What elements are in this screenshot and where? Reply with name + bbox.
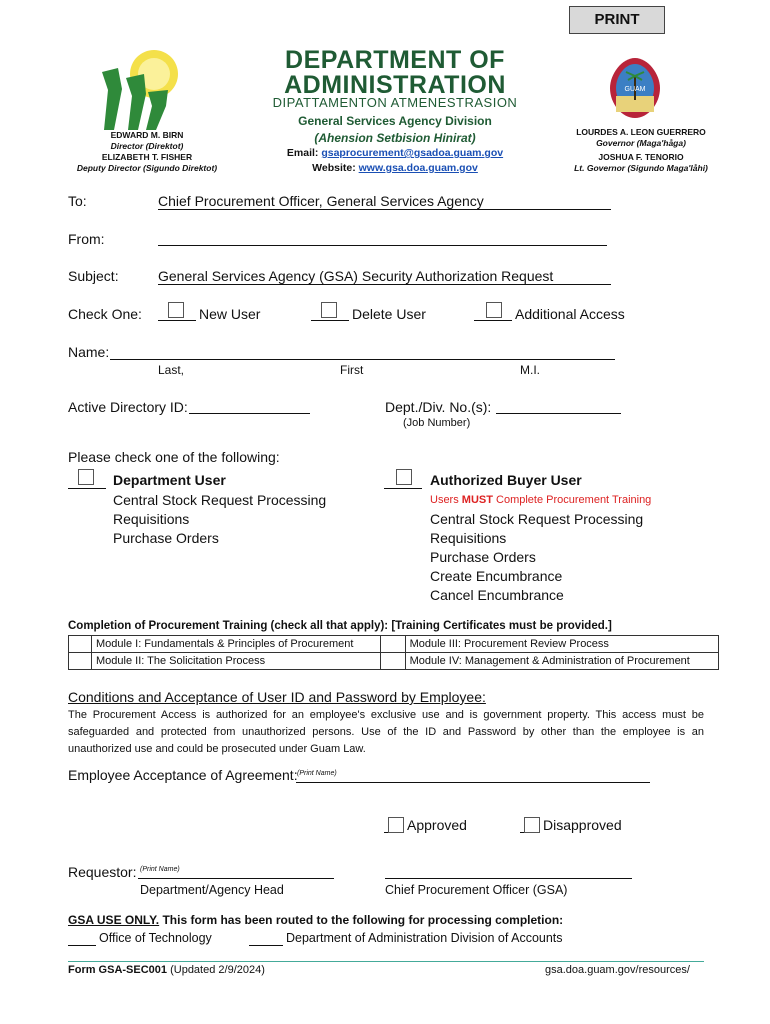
footer-url[interactable]: gsa.doa.guam.gov/resources/ bbox=[545, 964, 690, 976]
cpo-label: Chief Procurement Officer (GSA) bbox=[385, 883, 568, 897]
table-row bbox=[69, 636, 719, 653]
acceptance-print-name-hint: (Print Name) bbox=[297, 770, 337, 777]
division-name-chamorro: (Ahension Setbision Hinirat) bbox=[314, 131, 476, 145]
seal-text: GUAM bbox=[624, 86, 646, 93]
department-title: DEPARTMENT OF ADMINISTRATION bbox=[284, 46, 506, 99]
list-item: Requisitions bbox=[113, 511, 190, 527]
buyer-user-list bbox=[430, 510, 643, 605]
list-item: Requisitions bbox=[430, 530, 507, 546]
department-user-list bbox=[113, 491, 326, 548]
left-officials: EDWARD M. BIRN Director (Direktot) ELIZABETH T. FISHER Deputy Director (Sigundo Direktot) bbox=[76, 130, 218, 173]
route2-blank[interactable] bbox=[249, 931, 283, 946]
requestor-field[interactable] bbox=[138, 862, 334, 879]
subject-label: Subject: bbox=[68, 268, 119, 284]
name-first-hint: First bbox=[340, 363, 364, 377]
module-2-label: Module II: The Solicitation Process bbox=[92, 653, 381, 670]
module-4-checkbox[interactable] bbox=[380, 653, 405, 670]
table-row bbox=[69, 653, 719, 670]
conditions-heading: Conditions and Acceptance of User ID and Password by Employee: bbox=[68, 689, 486, 705]
user-type-prompt: Please check one of the following: bbox=[68, 449, 280, 465]
training-heading: Completion of Procurement Training (check all that apply): [Training Certificates must be provided.] bbox=[68, 620, 612, 632]
module-1-checkbox[interactable] bbox=[69, 636, 92, 653]
active-directory-field[interactable] bbox=[189, 397, 310, 414]
email-link[interactable]: gsaprocurement@gsadoa.guam.gov bbox=[321, 147, 504, 159]
active-directory-label: Active Directory ID: bbox=[68, 399, 188, 415]
list-item: Central Stock Request Processing bbox=[113, 492, 327, 508]
footer-form-id: Form GSA-SEC001 (Updated 2/9/2024) bbox=[68, 964, 265, 976]
module-3-checkbox[interactable] bbox=[380, 636, 405, 653]
right-officials: LOURDES A. LEON GUERRERO Governor (Maga'håga) JOSHUA F. TENORIO Lt. Governor (Sigundo Maga'låhi) bbox=[574, 127, 708, 173]
print-button[interactable]: PRINT bbox=[569, 6, 665, 34]
list-item: Create Encumbrance bbox=[430, 568, 563, 584]
dept-head-label: Department/Agency Head bbox=[140, 883, 284, 897]
buyer-user-title: Authorized Buyer User bbox=[430, 472, 582, 488]
delete-user-label: Delete User bbox=[352, 306, 426, 322]
name-field[interactable] bbox=[110, 343, 615, 360]
subject-field[interactable]: General Services Agency (GSA) Security Authorization Request bbox=[158, 268, 611, 285]
dept-div-field[interactable] bbox=[496, 397, 621, 414]
list-item: Purchase Orders bbox=[113, 530, 219, 546]
gsa-use-heading: GSA USE ONLY. This form has been routed to the following for processing completion: bbox=[68, 913, 564, 927]
additional-access-label: Additional Access bbox=[515, 306, 625, 322]
division-name: General Services Agency Division bbox=[298, 114, 492, 128]
department-subtitle: DIPATTAMENTON ATMENESTRASION bbox=[272, 95, 518, 110]
training-table bbox=[68, 635, 719, 670]
name-mi-hint: M.I. bbox=[520, 363, 540, 377]
from-field[interactable] bbox=[158, 229, 607, 246]
footer-divider bbox=[68, 961, 704, 962]
department-user-title: Department User bbox=[113, 472, 226, 488]
check-one-label: Check One: bbox=[68, 306, 142, 322]
route2-label: Department of Administration Division of Accounts bbox=[286, 931, 563, 945]
from-label: From: bbox=[68, 231, 105, 247]
new-user-checkbox[interactable] bbox=[168, 302, 184, 318]
buyer-user-checkbox[interactable] bbox=[396, 469, 412, 485]
route1-label: Office of Technology bbox=[99, 931, 212, 945]
department-user-checkbox[interactable] bbox=[78, 469, 94, 485]
to-label: To: bbox=[68, 193, 87, 209]
route1-blank[interactable] bbox=[68, 931, 96, 946]
approved-label: Approved bbox=[407, 817, 467, 833]
to-field[interactable]: Chief Procurement Officer, General Services Agency bbox=[158, 193, 611, 210]
new-user-label: New User bbox=[199, 306, 261, 322]
module-3-label: Module III: Procurement Review Process bbox=[405, 636, 718, 653]
list-item: Central Stock Request Processing bbox=[430, 511, 644, 527]
delete-user-checkbox[interactable] bbox=[321, 302, 337, 318]
list-item: Purchase Orders bbox=[430, 549, 536, 565]
email-line: Email: gsaprocurement@gsadoa.guam.gov bbox=[286, 147, 504, 159]
requestor-label: Requestor: bbox=[68, 864, 137, 880]
website-link[interactable]: www.gsa.doa.guam.gov bbox=[358, 162, 478, 174]
dept-div-label: Dept./Div. No.(s): bbox=[385, 399, 492, 415]
requestor-print-name-hint: (Print Name) bbox=[140, 866, 180, 873]
website-line: Website: www.gsa.doa.guam.gov bbox=[312, 162, 478, 174]
acceptance-field[interactable] bbox=[296, 766, 650, 783]
conditions-text: The Procurement Access is authorized for an employee's exclusive use and is government property. This access must be safeguarded and protected from unauthorized persons. Use of the ID and Password by other than the employee is an unauthorized use and could be prosecuted under Guam Law. bbox=[68, 709, 704, 755]
disapproved-label: Disapproved bbox=[543, 817, 622, 833]
module-1-label: Module I: Fundamentals & Principles of Procurement bbox=[92, 636, 381, 653]
module-2-checkbox[interactable] bbox=[69, 653, 92, 670]
list-item: Cancel Encumbrance bbox=[430, 587, 564, 603]
disapproved-checkbox[interactable] bbox=[524, 817, 540, 833]
module-4-label: Module IV: Management & Administration of Procurement bbox=[405, 653, 718, 670]
buyer-training-note: Users MUST Complete Procurement Training bbox=[430, 494, 652, 506]
name-last-hint: Last, bbox=[158, 363, 185, 377]
job-number-hint: (Job Number) bbox=[403, 417, 471, 429]
doa-logo bbox=[96, 44, 188, 134]
additional-access-checkbox[interactable] bbox=[486, 302, 502, 318]
guam-seal bbox=[606, 56, 664, 120]
approved-checkbox[interactable] bbox=[388, 817, 404, 833]
acceptance-label: Employee Acceptance of Agreement: bbox=[68, 767, 298, 783]
name-label: Name: bbox=[68, 344, 110, 360]
cpo-signature-field[interactable] bbox=[385, 862, 632, 879]
